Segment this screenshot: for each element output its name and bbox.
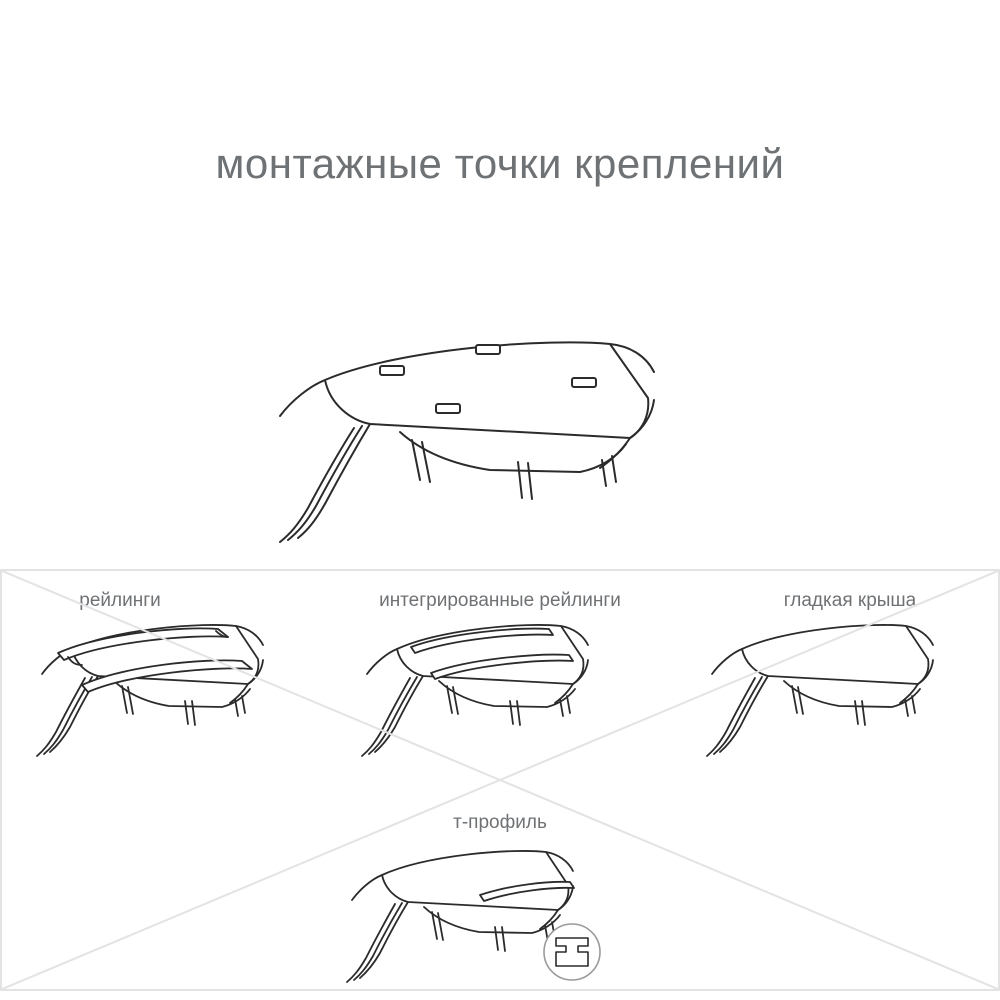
- label-t-profile: т-профиль: [453, 812, 547, 833]
- label-integrated-rails: интегрированные рейлинги: [379, 590, 621, 611]
- figure-roof-mounting-points: [250, 320, 750, 550]
- figure-integrated-rails: [345, 605, 645, 795]
- label-smooth-roof: гладкая крыша: [783, 590, 917, 611]
- figure-rails: [20, 605, 310, 795]
- figure-t-profile: [330, 835, 660, 1000]
- label-rails: рейлинги: [79, 590, 161, 611]
- figure-smooth-roof: [690, 605, 980, 795]
- page-title: монтажные точки креплений: [215, 140, 785, 187]
